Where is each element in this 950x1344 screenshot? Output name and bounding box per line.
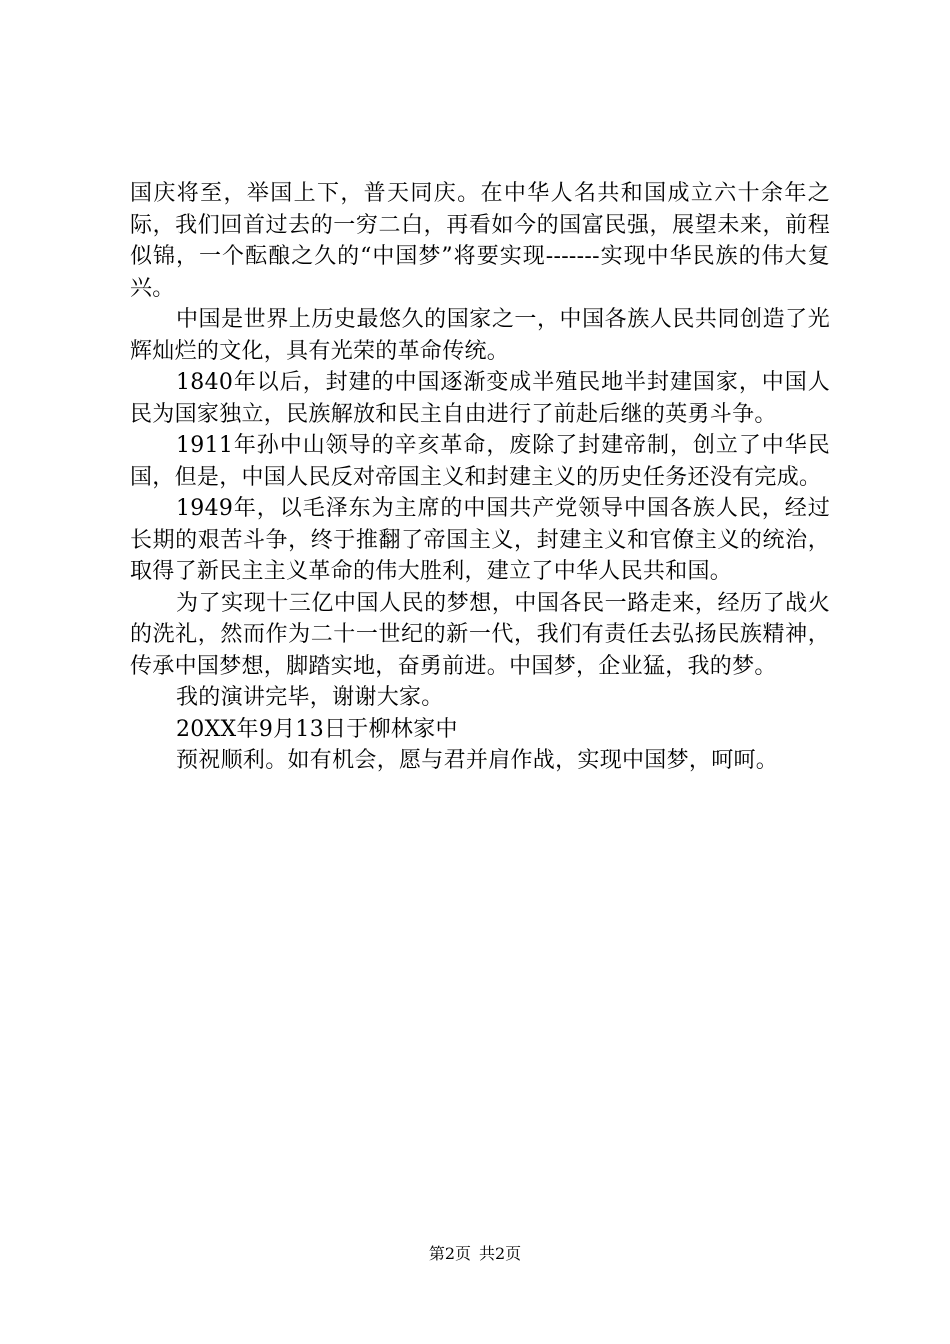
document-body bbox=[130, 178, 830, 777]
paragraph-6: 为了实现十三亿中国人民的梦想，中国各民一路走来，经历了战火的洗礼，然而作为二十一世纪的新一代，我们有责任去弘扬民族精神，传承中国梦想，脚踏实地，奋勇前进。中国梦，企业猛，我的梦。 bbox=[130, 590, 830, 679]
paragraph-4: 1911年孙中山领导的辛亥革命，废除了封建帝制，创立了中华民国，但是，中国人民反对帝国主义和封建主义的历史任务还没有完成。 bbox=[130, 433, 830, 490]
paragraph-1: 国庆将至，举国上下，普天同庆。在中华人名共和国成立六十余年之际，我们回首过去的一穷二白，再看如今的国富民强，展望未来，前程似锦，一个酝酿之久的“中国梦”将要实现-------实现中华民族的伟大复兴。 bbox=[130, 181, 830, 301]
date-line: 20XX年9月13日于柳林家中 bbox=[176, 716, 458, 742]
closing-line: 我的演讲完毕，谢谢大家。 bbox=[176, 685, 444, 710]
total-page-count: 共2页 bbox=[479, 1244, 522, 1263]
paragraph-5: 1949年，以毛泽东为主席的中国共产党领导中国各族人民，经过长期的艰苦斗争，终于推翻了帝国主义，封建主义和官僚主义的统治，取得了新民主主义革命的伟大胜利，建立了中华人民共和国。 bbox=[130, 496, 830, 584]
paragraph-2: 中国是世界上历史最悠久的国家之一，中国各族人民共同创造了光辉灿烂的文化，具有光荣的革命传统。 bbox=[130, 307, 830, 364]
postscript-line: 预祝顺利。如有机会，愿与君并肩作战，实现中国梦，呵呵。 bbox=[176, 748, 779, 773]
paragraph-3: 1840年以后，封建的中国逐渐变成半殖民地半封建国家，中国人民为国家独立，民族解放和民主自由进行了前赴后继的英勇斗争。 bbox=[130, 370, 830, 427]
current-page-number: 第2页 bbox=[428, 1244, 471, 1263]
page-footer bbox=[0, 1244, 950, 1264]
